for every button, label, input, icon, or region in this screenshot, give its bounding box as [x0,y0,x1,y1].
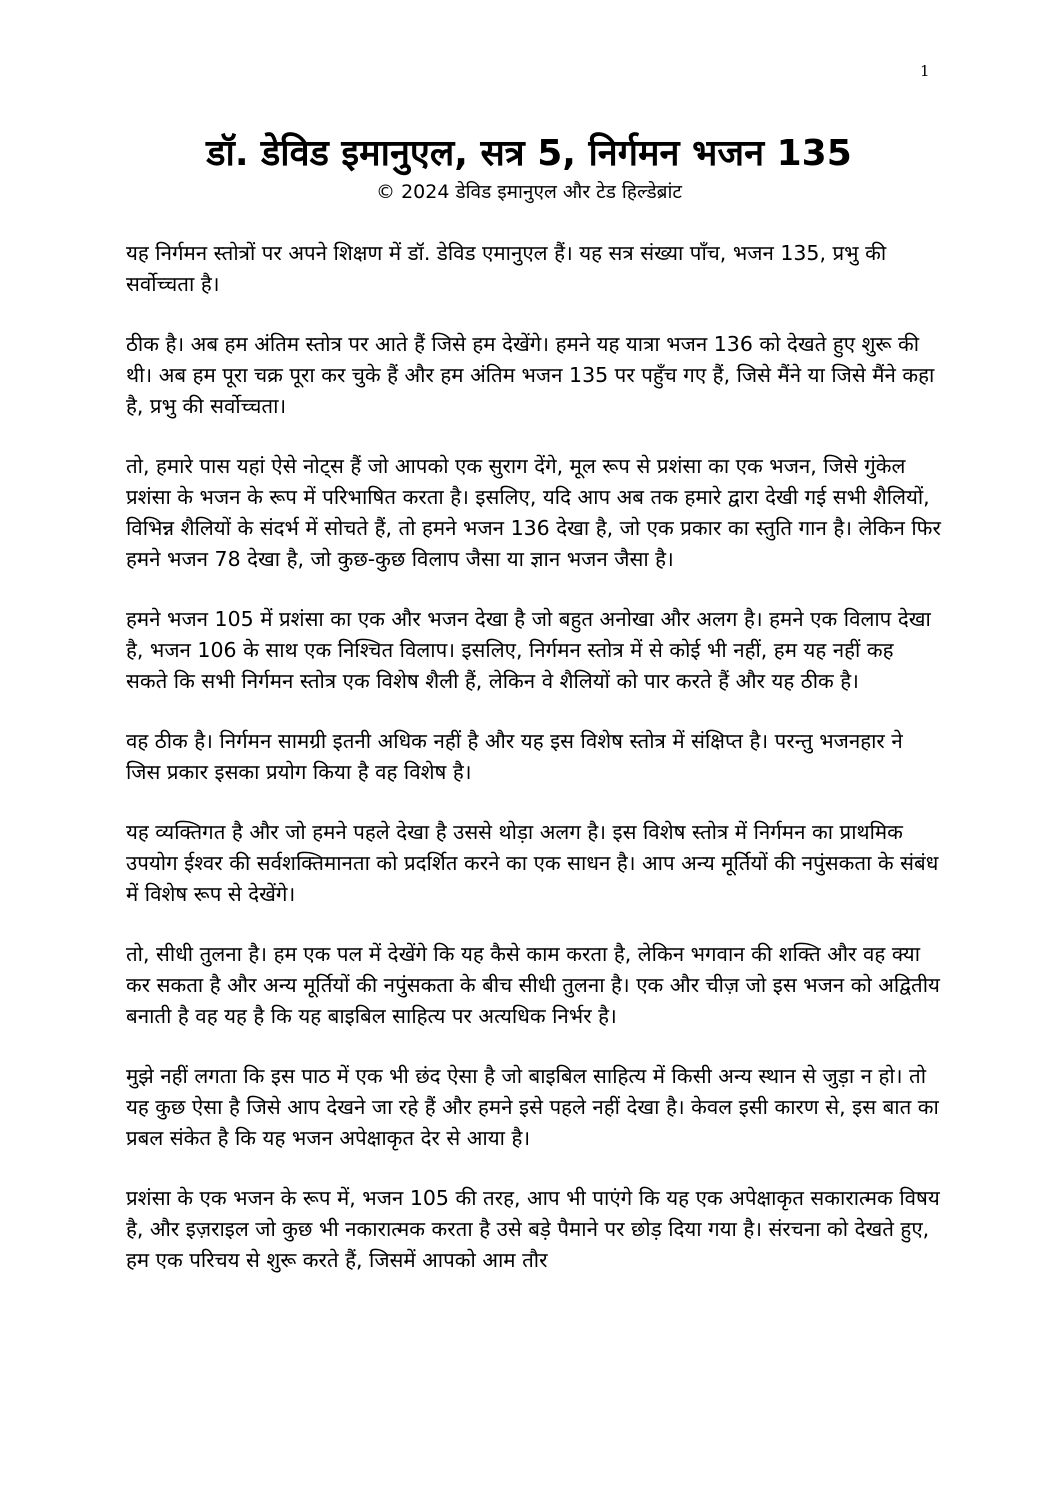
paragraph-3: तो, हमारे पास यहां ऐसे नोट्स हैं जो आपको एक सुराग देंगे, मूल रूप से प्रशंसा का एक भजन, जिसे गुंकेल प्रशंसा के भजन के रूप में परिभाषित करता है। इसलिए, यदि आप अब तक हमारे द्वारा देखी गई सभी शैलियों, विभिन्न शैलियों के संदर्भ में सोचते हैं, तो हमने भजन 136 देखा है, जो एक प्रकार का स्तुति गान है। लेकिन फिर हमने भजन 78 देखा है, जो कुछ-कुछ विलाप जैसा या ज्ञान भजन जैसा है। [126,454,941,571]
page-number: 1 [920,62,930,80]
document-title: डॉ. डेविड इमानुएल, सत्र 5, निर्गमन भजन 135 [206,133,852,174]
document-body [126,238,941,1305]
paragraph-6: यह व्यक्तिगत है और जो हमने पहले देखा है उससे थोड़ा अलग है। इस विशेष स्तोत्र में निर्गमन का प्राथमिक उपयोग ईश्वर की सर्वशक्तिमानता को प्रदर्शित करने का एक साधन है। आप अन्य मूर्तियों की नपुंसकता के संबंध में विशेष रूप से देखेंगे। [126,820,939,906]
copyright-line: © 2024 डेविड इमानुएल और टेड हिल्डेब्रांट [376,181,682,203]
paragraph-5: वह ठीक है। निर्गमन सामग्री इतनी अधिक नहीं है और यह इस विशेष स्तोत्र में संक्षिप्त है। परन्तु भजनहार ने जिस प्रकार इसका प्रयोग किया है वह विशेष है। [126,729,903,784]
paragraph-2: ठीक है। अब हम अंतिम स्तोत्र पर आते हैं जिसे हम देखेंगे। हमने यह यात्रा भजन 136 को देखते हुए शुरू की थी। अब हम पूरा चक्र पूरा कर चुके हैं और हम अंतिम भजन 135 पर पहुँच गए हैं, जिसे मैंने या जिसे मैंने कहा है, प्रभु की सर्वोच्चता। [126,332,935,418]
paragraph-9: प्रशंसा के एक भजन के रूप में, भजन 105 की तरह, आप भी पाएंगे कि यह एक अपेक्षाकृत सकारात्मक विषय है, और इज़राइल जो कुछ भी नकारात्मक करता है उसे बड़े पैमाने पर छोड़ दिया गया है। संरचना को देखते हुए, हम एक परिचय से शुरू करते हैं, जिसमें आपको आम तौर [126,1186,940,1272]
paragraph-1: यह निर्गमन स्तोत्रों पर अपने शिक्षण में डॉ. डेविड एमानुएल हैं। यह सत्र संख्या पाँच, भजन 135, प्रभु की सर्वोच्चता है। [126,241,887,296]
paragraph-8: मुझे नहीं लगता कि इस पाठ में एक भी छंद ऐसा है जो बाइबिल साहित्य में किसी अन्य स्थान से जुड़ा न हो। तो यह कुछ ऐसा है जिसे आप देखने जा रहे हैं और हमने इसे पहले नहीं देखा है। केवल इसी कारण से, इस बात का प्रबल संकेत है कि यह भजन अपेक्षाकृत देर से आया है। [126,1064,939,1150]
paragraph-7: तो, सीधी तुलना है। हम एक पल में देखेंगे कि यह कैसे काम करता है, लेकिन भगवान की शक्ति और वह क्या कर सकता है और अन्य मूर्तियों की नपुंसकता के बीच सीधी तुलना है। एक और चीज़ जो इस भजन को अद्वितीय बनाती है वह यह है कि यह बाइबिल साहित्य पर अत्यधिक निर्भर है। [126,942,940,1028]
paragraph-4: हमने भजन 105 में प्रशंसा का एक और भजन देखा है जो बहुत अनोखा और अलग है। हमने एक विलाप देखा है, भजन 106 के साथ एक निश्चित विलाप। इसलिए, निर्गमन स्तोत्र में से कोई भी नहीं, हम यह नहीं कह सकते कि सभी निर्गमन स्तोत्र एक विशेष शैली हैं, लेकिन वे शैलियों को पार करते हैं और यह ठीक है। [126,607,931,693]
document-header [0,130,1058,206]
